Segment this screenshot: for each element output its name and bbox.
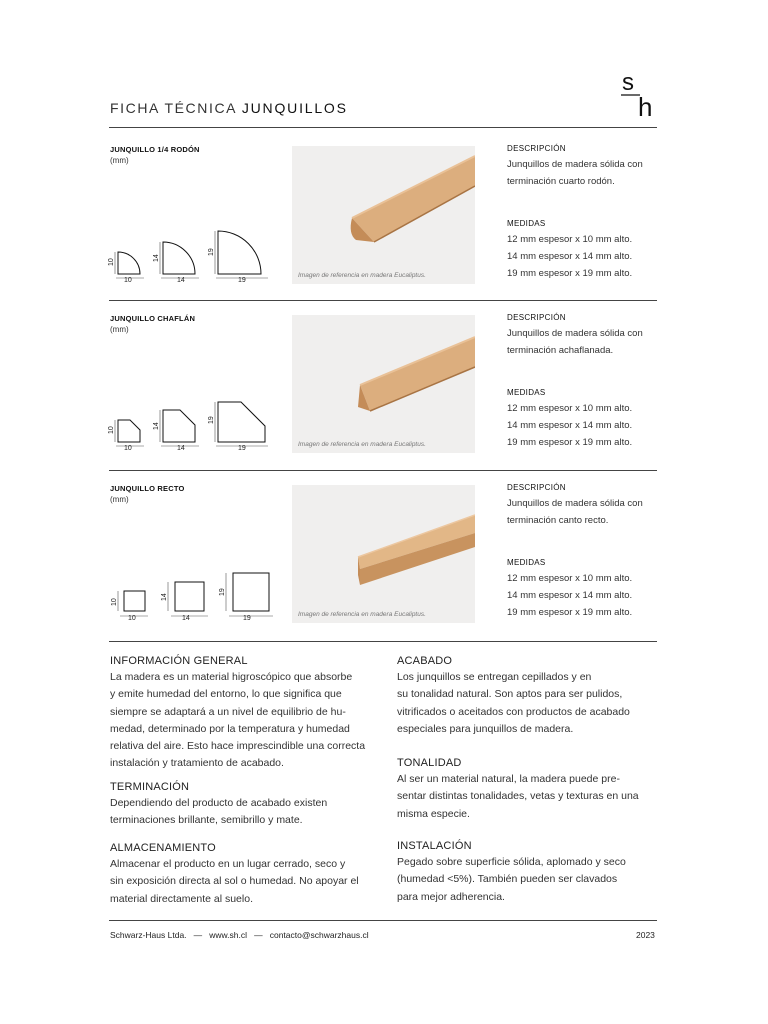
product-info [507, 313, 667, 451]
profile-drawing-quarter-round [106, 226, 286, 286]
brand-logo [612, 68, 662, 120]
footer [110, 930, 369, 940]
width-label: 19 [238, 277, 246, 284]
section-general [110, 655, 380, 773]
section-text: Al ser un material natural, la madera puede pre- sentar distintas tonalidades, vetas y texturas en una misma especie. [397, 773, 639, 820]
section-heading: INFORMACIÓN GENERAL [110, 655, 248, 667]
height-label: 14 [153, 254, 160, 262]
product-name: JUNQUILLO CHAFLÁN [110, 314, 196, 323]
height-label: 19 [208, 248, 215, 256]
measures-list: 12 mm espesor x 10 mm alto. 14 mm espesor x 14 mm alto. 19 mm espesor x 19 mm alto. [507, 403, 633, 448]
product-unit: (mm) [110, 156, 129, 165]
width-label: 14 [182, 615, 190, 622]
description-text: Junquillos de madera sólida con terminación cuarto rodón. [507, 159, 643, 187]
title-light: FICHA TÉCNICA [110, 100, 237, 116]
height-label: 14 [161, 593, 168, 601]
divider [109, 300, 657, 301]
width-label: 14 [177, 277, 185, 284]
height-label: 10 [108, 426, 115, 434]
website-link[interactable]: www.sh.cl [209, 930, 248, 940]
product-photo [292, 146, 475, 284]
product-info [507, 144, 667, 282]
section-text: Almacenar el producto en un lugar cerrado, seco y sin exposición directa al sol o humedad. No apoyar el material directamente al suelo. [110, 858, 359, 905]
product-info [507, 483, 667, 621]
description-label: DESCRIPCIÓN [507, 144, 566, 153]
width-label: 14 [177, 445, 185, 452]
section-acabado [397, 655, 667, 738]
separator: — [193, 930, 203, 940]
width-label: 10 [124, 445, 132, 452]
product-name: JUNQUILLO 1/4 RODÓN [110, 145, 200, 154]
width-label: 10 [124, 277, 132, 284]
measures-label: MEDIDAS [507, 558, 546, 567]
section-almacenamiento [110, 842, 380, 908]
measures-list: 12 mm espesor x 10 mm alto. 14 mm espesor x 14 mm alto. 19 mm espesor x 19 mm alto. [507, 234, 633, 279]
height-label: 19 [219, 588, 226, 596]
section-heading: INSTALACIÓN [397, 840, 472, 852]
divider [109, 127, 657, 128]
height-label: 14 [153, 422, 160, 430]
measures-list: 12 mm espesor x 10 mm alto. 14 mm espesor x 14 mm alto. 19 mm espesor x 19 mm alto. [507, 573, 633, 618]
page-title [110, 100, 348, 116]
product-unit: (mm) [110, 325, 129, 334]
photo-caption: Imagen de referencia en madera Eucaliptus. [298, 272, 426, 279]
section-heading: TONALIDAD [397, 757, 462, 769]
height-label: 10 [111, 598, 118, 606]
product-unit: (mm) [110, 495, 129, 504]
section-text: La madera es un material higroscópico que absorbe y emite humedad del entorno, lo que significa que siempre se adaptará a un nivel de equilibrio de hu- medad, determinado por la temperatura y humedad relativa del aire. Esto hace imprescindible una correcta instalación y tratamiento de acabado. [110, 671, 366, 770]
height-label: 10 [108, 258, 115, 266]
profile-drawing-square [106, 564, 286, 624]
photo-caption: Imagen de referencia en madera Eucaliptus. [298, 441, 426, 448]
section-heading: ACABADO [397, 655, 453, 667]
description-label: DESCRIPCIÓN [507, 483, 566, 492]
width-label: 19 [238, 445, 246, 452]
measures-label: MEDIDAS [507, 388, 546, 397]
logo-letter-h: h [638, 92, 653, 120]
description-text: Junquillos de madera sólida con terminación canto recto. [507, 498, 643, 526]
photo-caption: Imagen de referencia en madera Eucaliptus. [298, 611, 426, 618]
product-header [110, 314, 195, 334]
description-label: DESCRIPCIÓN [507, 313, 566, 322]
section-text: Pegado sobre superficie sólida, aplomado y seco (humedad <5%). También pueden ser clavados para mejor adherencia. [397, 856, 626, 903]
separator: — [254, 930, 263, 940]
product-header [110, 484, 185, 504]
section-text: Dependiendo del producto de acabado existen terminaciones brillante, semibrillo y mate. [110, 797, 328, 827]
section-heading: TERMINACIÓN [110, 781, 190, 793]
divider [109, 470, 657, 471]
product-photo [292, 485, 475, 623]
company-name: Schwarz-Haus Ltda. [110, 930, 187, 940]
section-terminacion [110, 781, 380, 830]
section-tonalidad [397, 757, 667, 823]
footer-year: 2023 [636, 930, 655, 940]
product-header [110, 145, 200, 165]
product-name: JUNQUILLO RECTO [110, 484, 185, 493]
product-photo [292, 315, 475, 453]
description-text: Junquillos de madera sólida con terminación achaflanada. [507, 328, 643, 356]
height-label: 19 [208, 416, 215, 424]
width-label: 10 [128, 615, 136, 622]
title-bold: JUNQUILLOS [241, 100, 348, 116]
divider [109, 920, 657, 921]
divider [109, 641, 657, 642]
width-label: 19 [243, 615, 251, 622]
logo-letter-s: s [622, 69, 634, 96]
section-text: Los junquillos se entregan cepillados y en su tonalidad natural. Son aptos para ser pulidos, vitrificados o aceitados con productos de acabado especiales para junquillos de madera. [397, 671, 630, 735]
measures-label: MEDIDAS [507, 219, 546, 228]
section-heading: ALMACENAMIENTO [110, 842, 216, 854]
profile-drawing-chamfer [106, 394, 286, 454]
email-link[interactable]: contacto@schwarzhaus.cl [269, 930, 369, 940]
section-instalacion [397, 840, 667, 906]
